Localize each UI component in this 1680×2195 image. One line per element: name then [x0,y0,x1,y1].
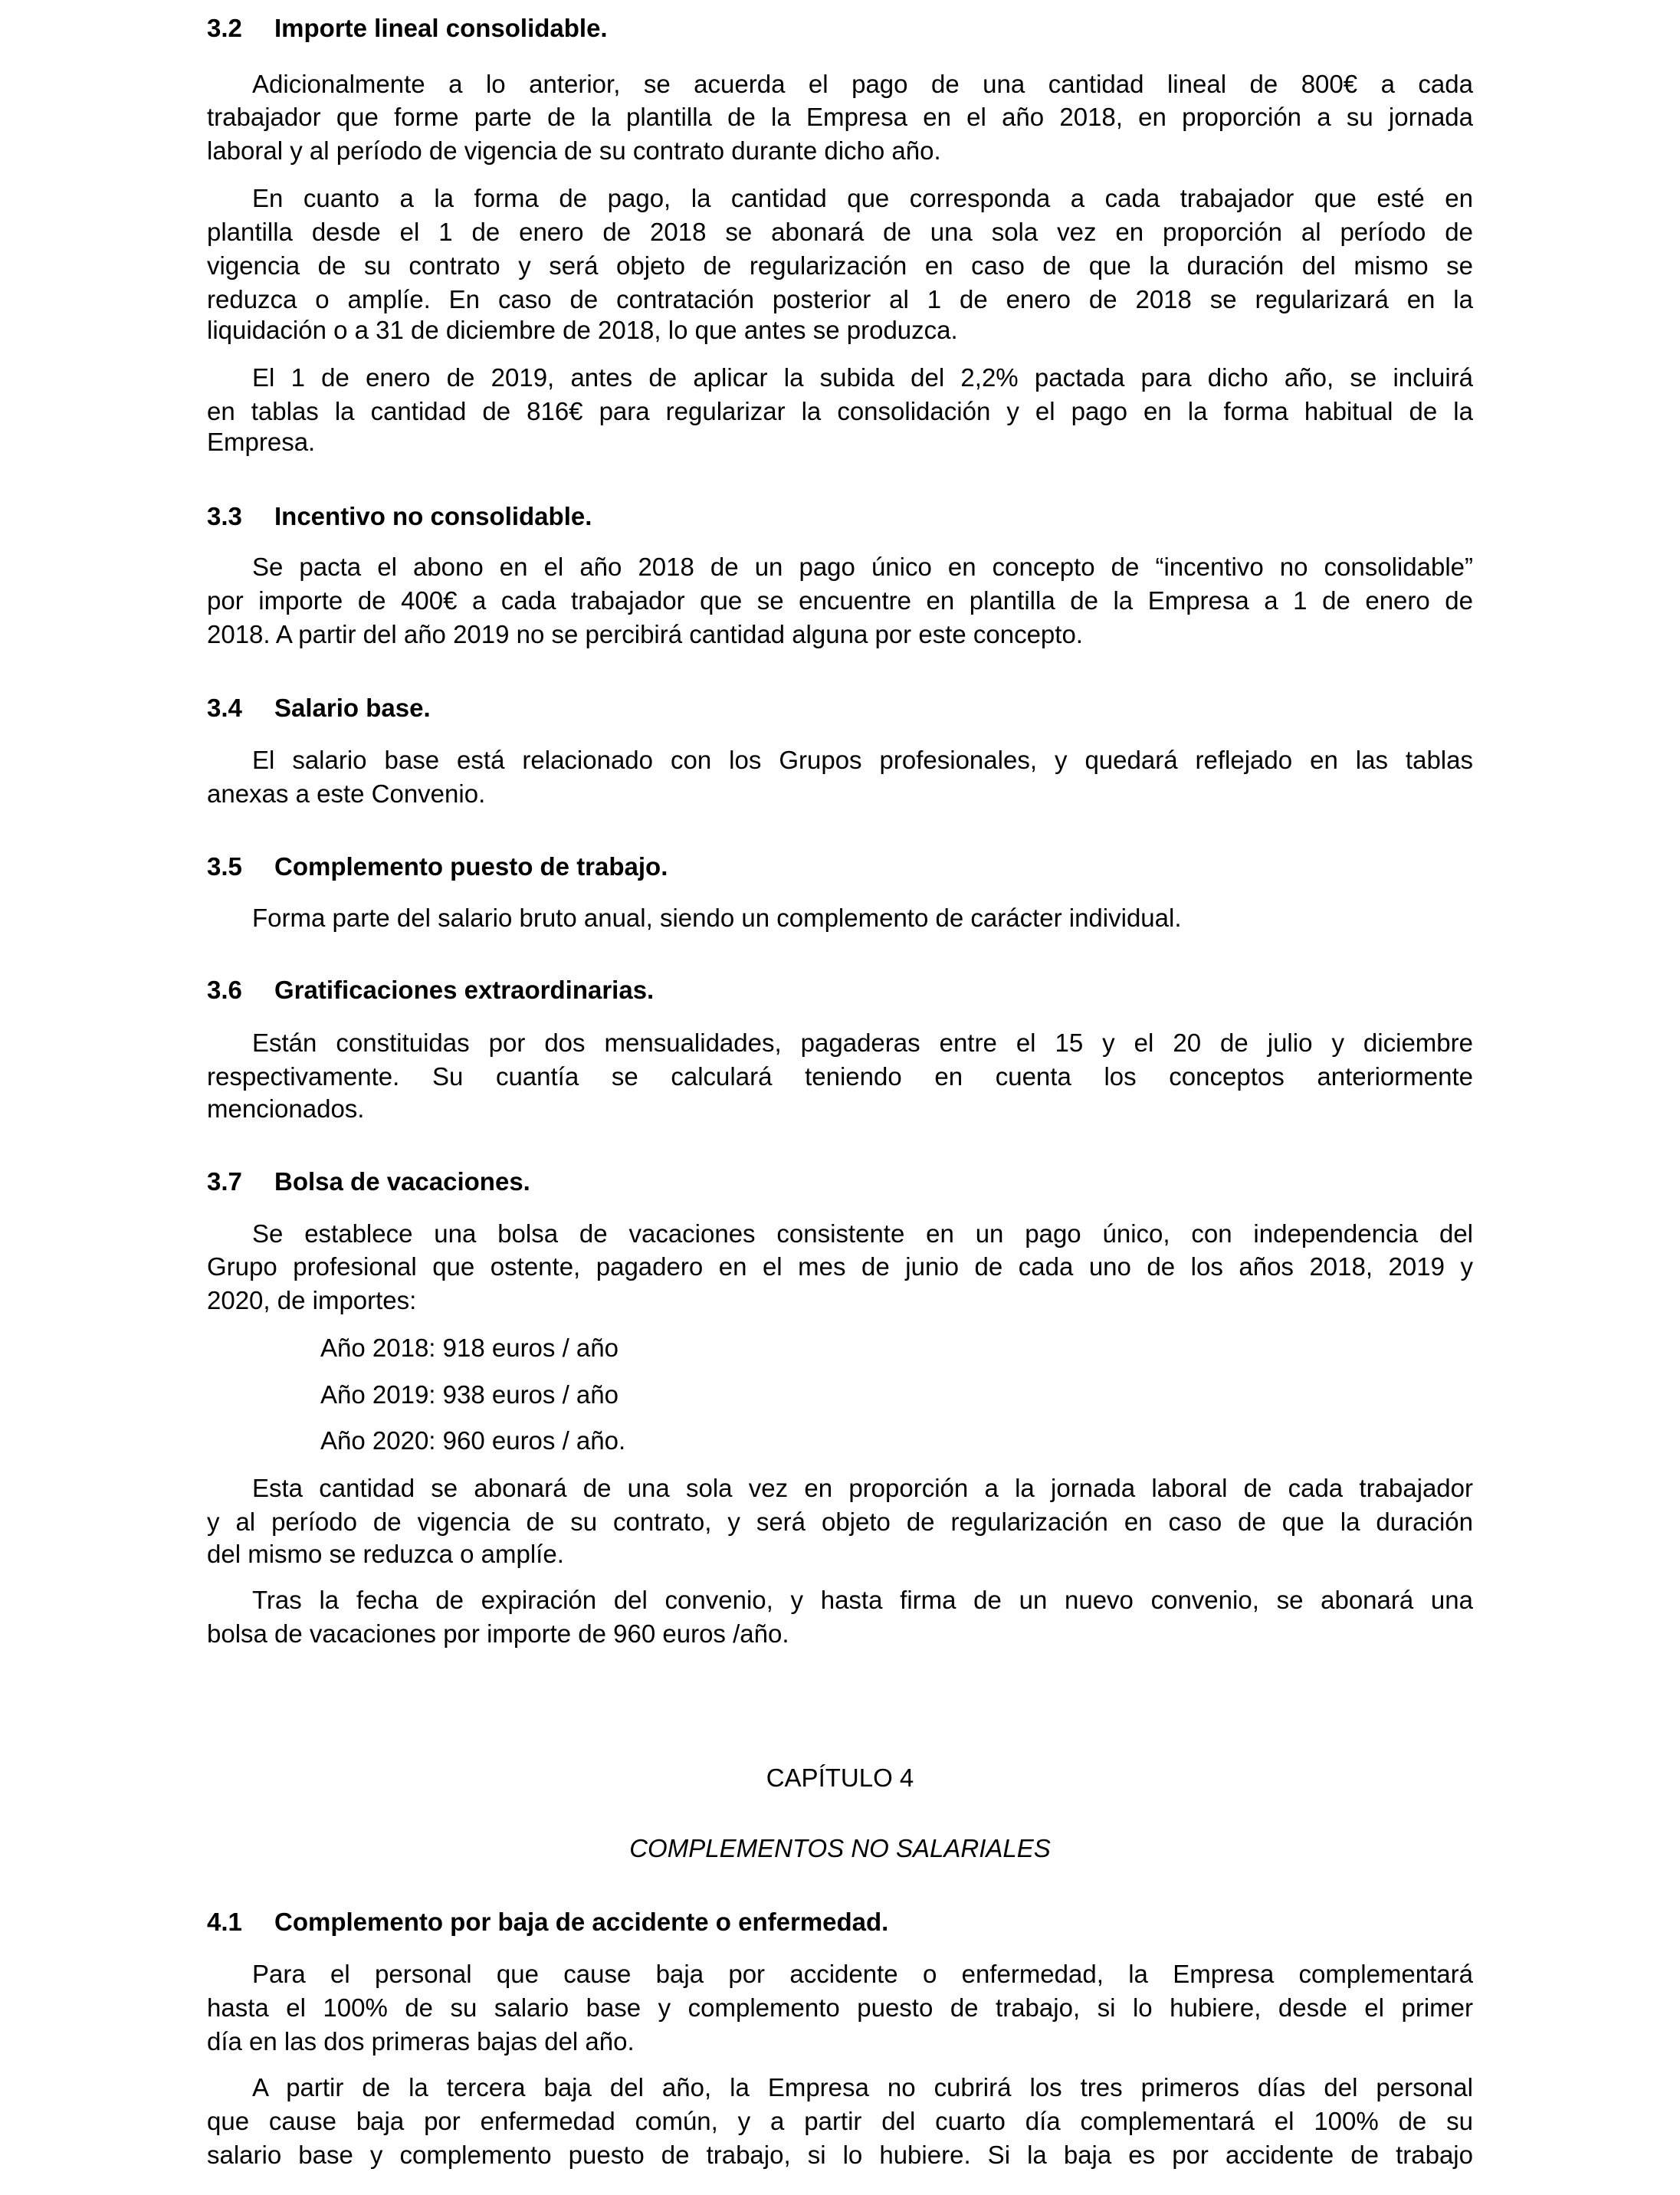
section-heading [207,691,1473,725]
paragraph-line: Empresa. [207,428,316,456]
section-number: 3.7 [207,1167,242,1196]
paragraph-line: hasta el 100% de su salario base y complemento puesto de trabajo, si lo hubiere, desde el primer [207,1993,1473,2022]
paragraph-line: laboral y al período de vigencia de su contrato durante dicho año. [207,136,941,165]
paragraph-line: trabajador que forme parte de la plantilla de la Empresa en el año 2018, en proporción a su jornada [207,103,1473,131]
paragraph-line: en tablas la cantidad de 816€ para regularizar la consolidación y el pago en la forma habitual de la [207,397,1473,425]
section-title: Complemento puesto de trabajo. [274,852,668,881]
paragraph-line: reduzca o amplíe. En caso de contratación posterior al 1 de enero de 2018 se regularizará en la [207,285,1473,313]
paragraph-line: El 1 de enero de 2019, antes de aplicar la subida del 2,2% pactada para dicho año, se incluirá [252,363,1473,392]
paragraph-line: 2020, de importes: [207,1286,417,1314]
section-heading [207,11,1473,45]
list-item: Año 2019: 938 euros / año [320,1380,619,1409]
section-title: Incentivo no consolidable. [274,502,592,530]
list-item: Año 2020: 960 euros / año. [320,1426,626,1455]
paragraph-line: vigencia de su contrato y será objeto de regularización en caso de que la duración del mismo se [207,251,1473,280]
section-heading [207,973,1473,1007]
paragraph-line: bolsa de vacaciones por importe de 960 euros /año. [207,1619,789,1648]
section-number: 3.2 [207,14,242,42]
paragraph-line: del mismo se reduzca o amplíe. [207,1540,564,1568]
section-title: Gratificaciones extraordinarias. [274,976,655,1004]
section-number: 3.4 [207,694,242,722]
section-number: 3.5 [207,852,242,881]
section-heading [207,500,1473,533]
paragraph-line: día en las dos primeras bajas del año. [207,2027,635,2056]
paragraph-line: por importe de 400€ a cada trabajador que se encuentre en plantilla de la Empresa a 1 de enero de [207,586,1473,615]
chapter-subtitle: COMPLEMENTOS NO SALARIALES [629,1834,1051,1862]
section-heading [207,1905,1473,1939]
section-heading [207,850,1473,884]
paragraph-line: Tras la fecha de expiración del convenio, y hasta firma de un nuevo convenio, se abonará una [252,1586,1473,1614]
section-heading [207,1165,1473,1199]
section-number: 4.1 [207,1908,242,1936]
paragraph-line: plantilla desde el 1 de enero de 2018 se abonará de una sola vez en proporción al período de [207,218,1473,246]
paragraph-line: que cause baja por enfermedad común, y a partir del cuarto día complementará el 100% de su [207,2107,1473,2135]
list-item: Año 2018: 918 euros / año [320,1334,619,1362]
chapter-title: CAPÍTULO 4 [766,1764,914,1792]
paragraph-line: Adicionalmente a lo anterior, se acuerda el pago de una cantidad lineal de 800€ a cada [252,70,1473,98]
section-title: Complemento por baja de accidente o enfermedad. [274,1908,889,1936]
section-number: 3.6 [207,976,242,1004]
paragraph-line: salario base y complemento puesto de trabajo, si lo hubiere. Si la baja es por accidente de trabajo [207,2141,1473,2169]
paragraph-line: Para el personal que cause baja por accidente o enfermedad, la Empresa complementará [252,1960,1473,1988]
section-number: 3.3 [207,502,242,530]
paragraph-line: Están constituidas por dos mensualidades, pagaderas entre el 15 y el 20 de julio y diciembre [252,1029,1473,1057]
paragraph-line: En cuanto a la forma de pago, la cantidad que corresponda a cada trabajador que esté en [252,184,1473,212]
paragraph-line: anexas a este Convenio. [207,779,486,808]
section-title: Importe lineal consolidable. [274,14,608,42]
paragraph-line: Se establece una bolsa de vacaciones consistente en un pago único, con independencia del [252,1219,1473,1248]
paragraph-line: El salario base está relacionado con los Grupos profesionales, y quedará reflejado en las tablas [252,746,1473,774]
paragraph-line: Se pacta el abono en el año 2018 de un pago único en concepto de “incentivo no consolidable” [252,553,1473,581]
section-title: Salario base. [274,694,431,722]
paragraph-line: liquidación o a 31 de diciembre de 2018, lo que antes se produzca. [207,316,958,344]
paragraph-line: y al período de vigencia de su contrato, y será objeto de regularización en caso de que la duración [207,1508,1473,1536]
paragraph-line: Grupo profesional que ostente, pagadero en el mes de junio de cada uno de los años 2018, 2019 y [207,1252,1473,1281]
paragraph-line: A partir de la tercera baja del año, la Empresa no cubrirá los tres primeros días del personal [252,2073,1473,2101]
paragraph-line: Forma parte del salario bruto anual, siendo un complemento de carácter individual. [252,904,1182,932]
paragraph-line: respectivamente. Su cuantía se calculará teniendo en cuenta los conceptos anteriormente [207,1062,1473,1091]
section-title: Bolsa de vacaciones. [274,1167,530,1196]
paragraph-line: 2018. A partir del año 2019 no se percibirá cantidad alguna por este concepto. [207,620,1083,648]
paragraph-line: mencionados. [207,1094,365,1123]
paragraph-line: Esta cantidad se abonará de una sola vez en proporción a la jornada laboral de cada trabajador [252,1474,1473,1502]
